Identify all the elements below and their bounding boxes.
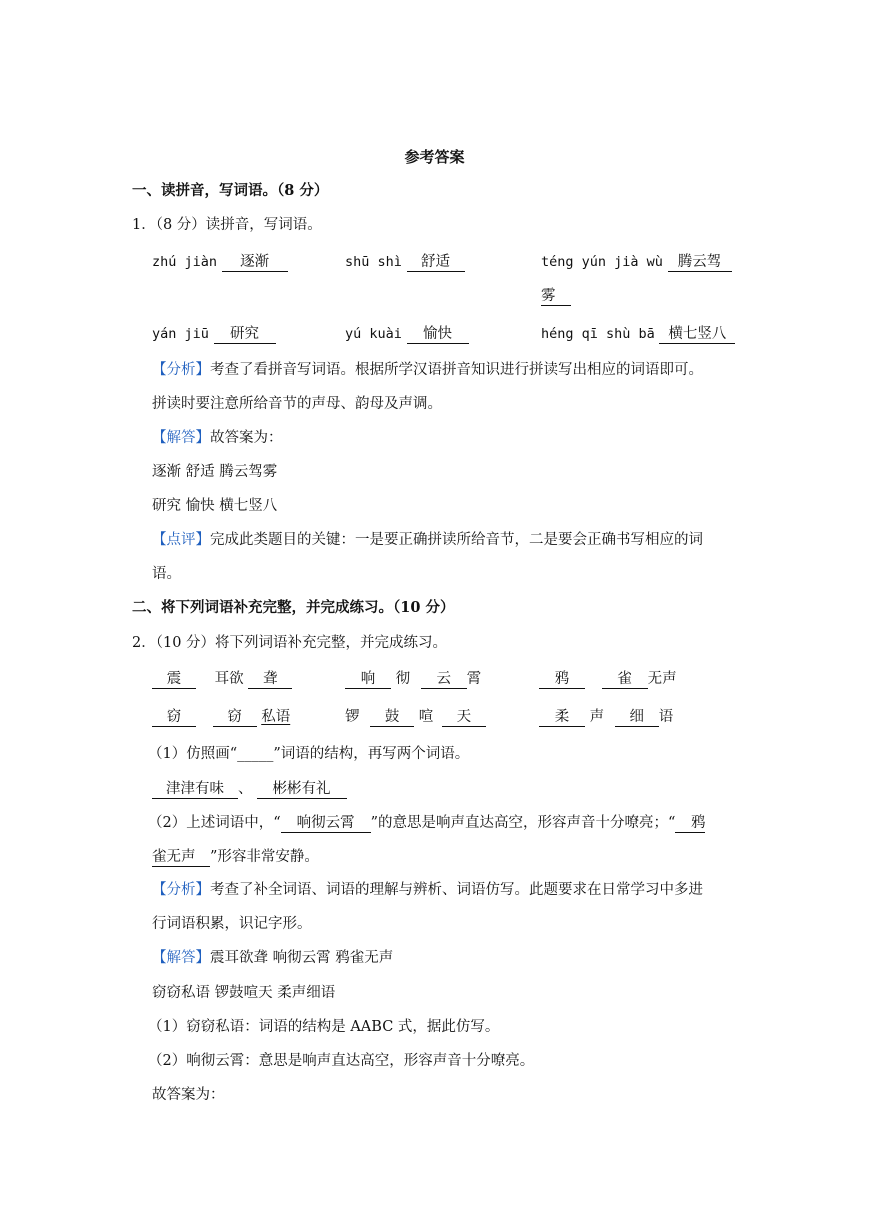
comment-text: 完成此类题目的关键：一是要正确拼读所给音节，二是要会正确书写相应的词 — [210, 532, 703, 548]
answer-blank: 雀无声 — [152, 848, 210, 867]
pinyin-text: yú kuài — [345, 326, 402, 342]
idiom-fixed: 锣 — [345, 709, 360, 725]
idiom-blank: 响 — [345, 670, 391, 689]
idiom-blank: 天 — [442, 708, 486, 727]
idiom-blank: 柔 — [539, 708, 585, 727]
comment-tag: 【点评】 — [152, 532, 210, 548]
idiom-item — [539, 707, 673, 727]
idiom-item — [345, 669, 481, 689]
analysis-tag: 【分析】 — [152, 882, 210, 898]
subquestion-1 — [148, 744, 469, 764]
answer-blank: 愉快 — [407, 325, 469, 344]
analysis-text: 考查了补全词语、词语的理解与辨析、词语仿写。此题要求在日常学习中多进 — [210, 882, 703, 898]
subquestion-text: ”的意思是响声直达高空，形容声音十分嘹亮；“ — [370, 815, 676, 831]
pinyin-text: téng yún jià wù — [541, 254, 663, 270]
idiom-fixed: 私语 — [261, 709, 291, 725]
idiom-blank: 窃 — [152, 708, 196, 727]
idiom-fixed: 耳欲 — [214, 671, 244, 687]
pinyin-text: yán jiū — [152, 326, 209, 342]
pinyin-text: shū shì — [345, 254, 402, 270]
pinyin-item — [541, 252, 732, 272]
subquestion-text: ”词语的结构，再写两个词语。 — [273, 746, 470, 762]
answer-blank: 逐渐 — [222, 253, 288, 272]
subquestion-text: ”形容非常安静。 — [210, 849, 319, 865]
answer-text: 故答案为： — [210, 430, 283, 446]
answer-blank: 横七竖八 — [659, 325, 735, 344]
comment-paragraph — [152, 530, 703, 550]
idiom-fixed: 语 — [658, 709, 674, 725]
answer-paragraph — [152, 948, 393, 968]
answer-blank: 舒适 — [407, 253, 465, 272]
idiom-blank: 云 — [421, 670, 467, 689]
subquestion-2-cont — [152, 847, 319, 867]
separator: 、 — [238, 781, 253, 797]
section-1-heading: 一、读拼音，写词语。（8 分） — [132, 182, 329, 199]
idiom-blank: 震 — [152, 670, 196, 689]
idiom-blank: 聋 — [248, 670, 292, 689]
analysis-text-cont: 行词语积累，识记字形。 — [152, 916, 312, 932]
pinyin-text: héng qī shù bā — [541, 326, 655, 342]
idiom-item — [152, 707, 290, 727]
idiom-item — [345, 707, 486, 727]
analysis-text: 考查了看拼音写词语。根据所学汉语拼音知识进行拼读写出相应的词语即可。 — [210, 362, 703, 378]
pinyin-item — [152, 252, 288, 272]
idiom-blank: 鸦 — [539, 670, 585, 689]
pinyin-item — [541, 324, 735, 344]
section-2-heading: 二、将下列词语补充完整，并完成练习。（10 分） — [132, 599, 455, 616]
answer-tag: 【解答】 — [152, 950, 210, 966]
idiom-item — [152, 669, 292, 689]
answer-continuation — [541, 286, 571, 306]
answer-tag: 【解答】 — [152, 430, 210, 446]
answer-text: 震耳欲聋 响彻云霄 鸦雀无声 — [210, 950, 394, 966]
subquestion-text: （1）仿照画“ — [148, 746, 238, 762]
idiom-blank: 鼓 — [370, 708, 414, 727]
idiom-blank: 细 — [615, 708, 659, 727]
answer-blank: 腾云驾 — [668, 253, 732, 272]
answer-blank: 彬彬有礼 — [257, 780, 347, 799]
answer-line: 研究 愉快 横七竖八 — [152, 498, 278, 514]
answer-line: 逐渐 舒适 腾云驾雾 — [152, 464, 278, 480]
subquestion-1-answers — [152, 779, 347, 799]
question-1: 1．（8 分）读拼音，写词语。 — [132, 217, 322, 233]
page-title: 参考答案 — [404, 148, 465, 166]
idiom-fixed: 无声 — [647, 671, 677, 687]
note-line: （1）窃窃私语：词语的结构是 AABC 式，据此仿写。 — [148, 1019, 500, 1035]
idiom-fixed: 彻 — [395, 671, 411, 687]
pinyin-item — [152, 324, 276, 344]
note-line: （2）响彻云霄：意思是响声直达高空，形容声音十分嘹亮。 — [148, 1053, 535, 1069]
analysis-paragraph — [152, 360, 703, 380]
pinyin-item — [345, 252, 465, 272]
analysis-tag: 【分析】 — [152, 362, 210, 378]
answer-line: 窃窃私语 锣鼓喧天 柔声细语 — [152, 985, 336, 1001]
subquestion-text: （2）上述词语中，“ — [148, 815, 281, 831]
idiom-fixed: 喧 — [418, 709, 434, 725]
pinyin-text: zhú jiàn — [152, 254, 218, 270]
final-answer-label: 故答案为： — [152, 1087, 225, 1103]
analysis-text-cont: 拼读时要注意所给音节的声母、韵母及声调。 — [152, 396, 442, 412]
answer-blank: 雾 — [541, 287, 571, 306]
analysis-paragraph — [152, 880, 703, 900]
idiom-item — [539, 669, 677, 689]
idiom-blank: 窃 — [213, 708, 257, 727]
idiom-blank: 雀 — [602, 670, 648, 689]
answer-paragraph — [152, 428, 283, 448]
pinyin-item — [345, 324, 469, 344]
answer-blank: 研究 — [214, 325, 276, 344]
idiom-fixed: 霄 — [466, 671, 482, 687]
answer-blank: 津津有味 — [152, 780, 238, 799]
answer-blank: 响彻云霄 — [281, 814, 371, 833]
blank-marker: _____ — [237, 746, 274, 762]
idiom-fixed: 声 — [589, 709, 605, 725]
subquestion-2 — [148, 813, 705, 833]
question-2: 2．（10 分）将下列词语补充完整，并完成练习。 — [132, 635, 448, 651]
comment-text-cont: 语。 — [152, 566, 181, 582]
answer-blank: 鸦 — [675, 814, 705, 833]
